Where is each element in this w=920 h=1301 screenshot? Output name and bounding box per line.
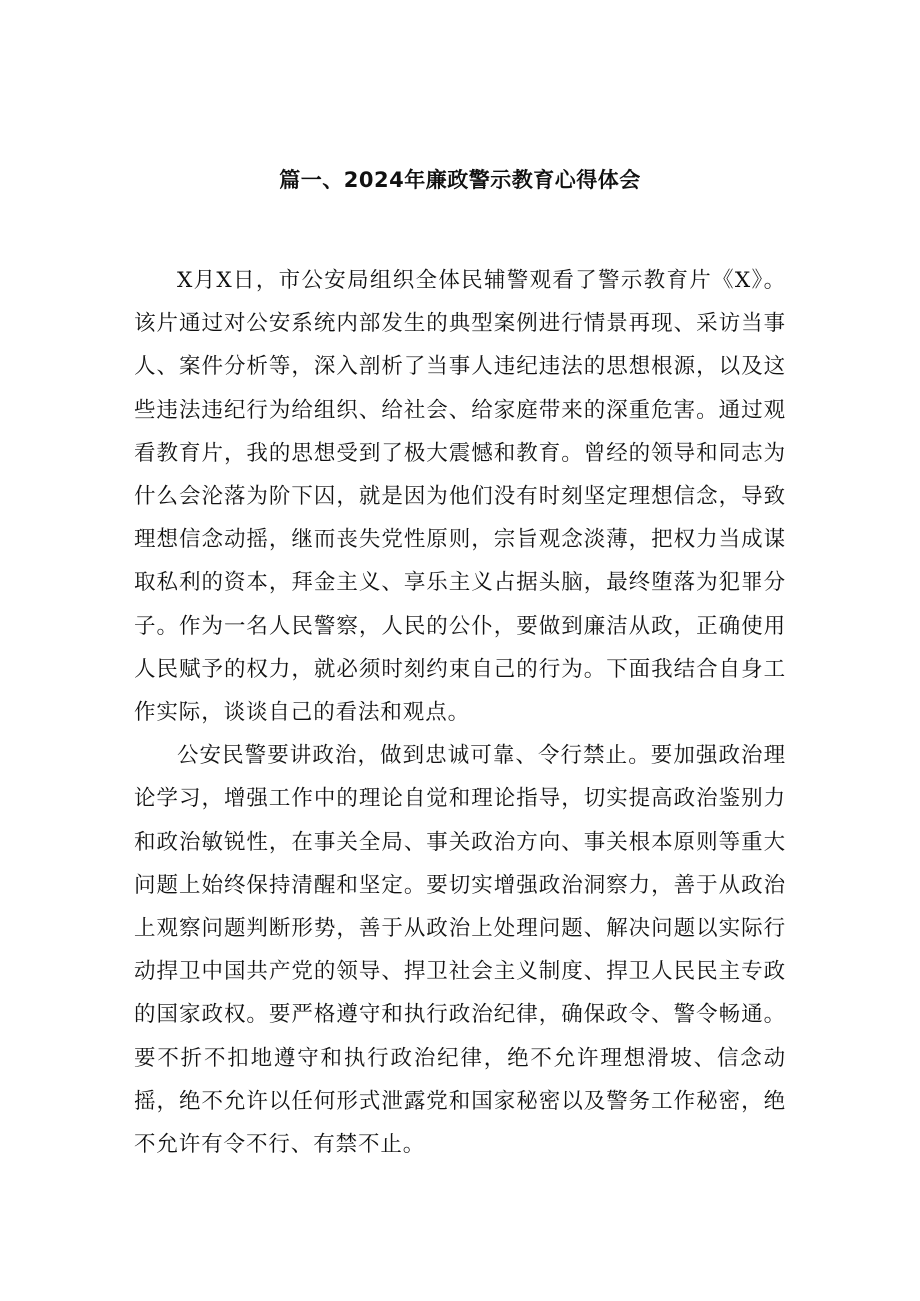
document-body: [134, 259, 786, 1166]
paragraph-2: 公安民警要讲政治，做到忠诚可靠、令行禁止。要加强政治理论学习，增强工作中的理论自觉和理论指导，切实提高政治鉴别力和政治敏锐性，在事关全局、事关政治方向、事关根本原则等重大问题上始终保持清醒和坚定。要切实增强政治洞察力，善于从政治上观察问题判断形势，善于从政治上处理问题、解决问题以实际行动捍卫中国共产党的领导、捍卫社会主义制度、捍卫人民民主专政的国家政权。要严格遵守和执行政治纪律，确保政令、警令畅通。要不折不扣地遵守和执行政治纪律，绝不允许理想滑坡、信念动摇，绝不允许以任何形式泄露党和国家秘密以及警务工作秘密，绝不允许有令不行、有禁不止。: [134, 743, 786, 1158]
paragraph-1: X月X日，市公安局组织全体民辅警观看了警示教育片《X》。该片通过对公安系统内部发生的典型案例进行情景再现、采访当事人、案件分析等，深入剖析了当事人违纪违法的思想根源，以及这些违法违纪行为给组织、给社会、给家庭带来的深重危害。通过观看教育片，我的思想受到了极大震憾和教育。曾经的领导和同志为什么会沦落为阶下囚，就是因为他们没有时刻坚定理想信念，导致理想信念动摇，继而丧失党性原则，宗旨观念淡薄，把权力当成谋取私利的资本，拜金主义、享乐主义占据头脑，最终堕落为犯罪分子。作为一名人民警察，人民的公仆，要做到廉洁从政，正确使用人民赋予的权力，就必须时刻约束自己的行为。下面我结合自身工作实际，谈谈自己的看法和观点。: [134, 268, 786, 726]
document-title: 篇一、2024年廉政警示教育心得体会: [279, 168, 641, 192]
